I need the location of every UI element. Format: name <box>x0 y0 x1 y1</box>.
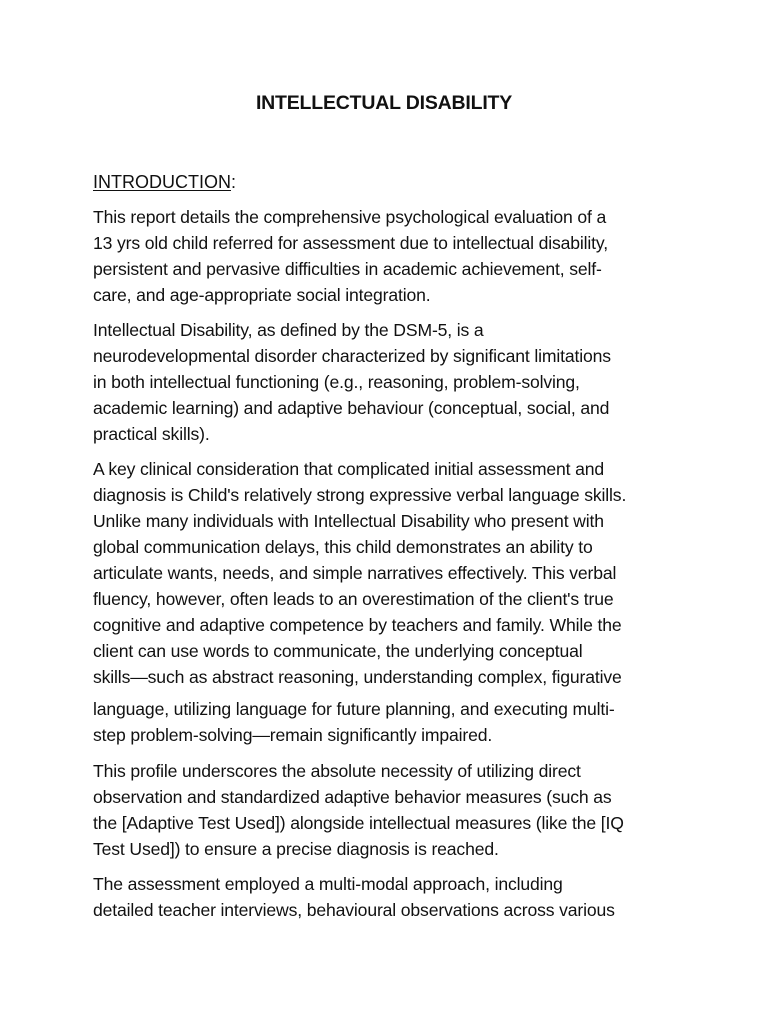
paragraph-clinical-consideration <box>93 456 683 690</box>
text-line: global communication delays, this child demonstrates an ability to <box>93 537 593 557</box>
text-line: Intellectual Disability, as defined by the DSM-5, is a <box>93 320 484 340</box>
text-line: articulate wants, needs, and simple narratives effectively. This verbal <box>93 563 617 583</box>
text-line: This report details the comprehensive psychological evaluation of a <box>93 207 607 227</box>
document-title: INTELLECTUAL DISABILITY <box>255 92 513 114</box>
text-line: Test Used]) to ensure a precise diagnosis is reached. <box>93 839 499 859</box>
paragraph-assessment-approach <box>93 871 683 923</box>
text-line: Unlike many individuals with Intellectual Disability who present with <box>93 511 604 531</box>
text-line: step problem-solving—remain significantly impaired. <box>93 725 493 745</box>
text-line: cognitive and adaptive competence by teachers and family. While the <box>93 615 622 635</box>
text-line: This profile underscores the absolute necessity of utilizing direct <box>93 761 581 781</box>
text-line: academic learning) and adaptive behaviour (conceptual, social, and <box>93 398 610 418</box>
section-heading-colon: : <box>231 172 237 192</box>
text-line: neurodevelopmental disorder characterized by significant limitations <box>93 346 611 366</box>
text-line: persistent and pervasive difficulties in academic achievement, self- <box>93 259 602 279</box>
text-line: in both intellectual functioning (e.g., reasoning, problem-solving, <box>93 372 580 392</box>
text-line: language, utilizing language for future planning, and executing multi- <box>93 699 615 719</box>
text-line: diagnosis is Child's relatively strong expressive verbal language skills. <box>93 485 627 505</box>
text-line: client can use words to communicate, the underlying conceptual <box>93 641 583 661</box>
text-line: skills—such as abstract reasoning, understanding complex, figurative <box>93 667 622 687</box>
text-line: fluency, however, often leads to an overestimation of the client's true <box>93 589 614 609</box>
paragraph-definition <box>93 317 683 447</box>
paragraph-impairment-continued <box>93 696 683 748</box>
text-line: The assessment employed a multi-modal approach, including <box>93 874 563 894</box>
text-line: care, and age-appropriate social integration. <box>93 285 431 305</box>
text-line: the [Adaptive Test Used]) alongside intellectual measures (like the [IQ <box>93 813 624 833</box>
text-line: 13 yrs old child referred for assessment due to intellectual disability, <box>93 233 608 253</box>
paragraph-assessment-necessity <box>93 758 683 862</box>
section-heading-text: INTRODUCTION <box>93 172 231 192</box>
text-line: A key clinical consideration that complicated initial assessment and <box>93 459 605 479</box>
paragraph-report-overview <box>93 204 683 308</box>
text-line: observation and standardized adaptive behavior measures (such as <box>93 787 612 807</box>
text-line: practical skills). <box>93 424 210 444</box>
text-line: detailed teacher interviews, behavioural observations across various <box>93 900 615 920</box>
section-heading <box>93 169 236 195</box>
